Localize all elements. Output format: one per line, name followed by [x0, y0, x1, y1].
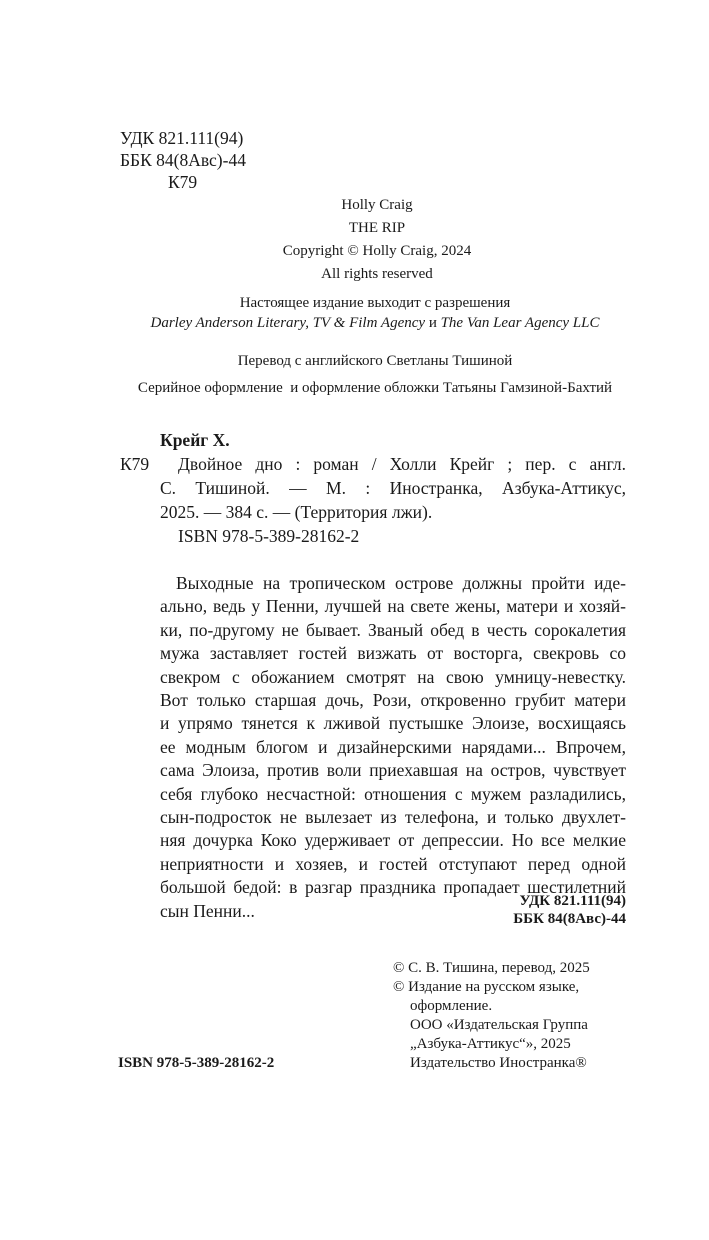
- annotation-line: няя дочурка Коко удерживает от депрессии. Но все мелкие: [160, 830, 626, 851]
- bib-line: Двойное дно : роман / Холли Крейг ; пер. с англ.: [178, 454, 626, 474]
- annotation-line: сама Элоиза, против воли приехавшая на остров, чувствует: [160, 760, 626, 781]
- footer-bbk: ББК 84(8Авс)-44: [513, 911, 626, 927]
- annotation-line: мужа заставляет гостей визжать от восторга, свекровь со: [160, 643, 626, 664]
- copyright-line: ООО «Издательская Группа: [410, 1017, 588, 1033]
- annotation-line: сын Пенни...: [160, 900, 255, 921]
- bbk-code: ББК 84(8Авс)-44: [120, 150, 246, 170]
- annotation-line: Вот только старшая дочь, Рози, откровенно грубит матери: [160, 690, 626, 710]
- bib-heading: Крейг Х.: [160, 430, 230, 450]
- annotation-line: ально, ведь у Пенни, лучшей на свете жены, матери и хозяй-: [160, 596, 626, 617]
- rights-reserved: All rights reserved: [321, 266, 433, 282]
- annotation-line: большой бедой: в разгар праздника пропадает шестилетний: [160, 877, 626, 898]
- footer-isbn: ISBN 978-5-389-28162-2: [118, 1055, 275, 1071]
- author-mark: К79: [168, 172, 198, 192]
- copyright-line: © Издание на русском языке,: [393, 979, 580, 995]
- annotation-line: и упрямо тянется к лживой пустышке Элоизе, восхищаясь: [160, 713, 626, 734]
- annotation-line: ее модным блогом и дизайнерскими нарядами... Впрочем,: [160, 736, 626, 757]
- bib-line: С. Тишиной. — М. : Иностранка, Азбука-Аттикус,: [160, 478, 626, 498]
- annotation-line: сын-подросток не вылезает из телефона, и только двухлет-: [160, 807, 626, 827]
- original-title: THE RIP: [348, 220, 406, 236]
- conjunction: и: [425, 315, 441, 331]
- translator-credit: Перевод с английского Светланы Тишиной: [237, 353, 513, 369]
- agency-1: Darley Anderson Literary, TV & Film Agency: [150, 315, 426, 331]
- permission-line: Настоящее издание выходит с разрешения: [239, 295, 511, 311]
- agency-2: The Van Lear Agency LLC: [440, 315, 600, 331]
- permission-agencies: [120, 313, 630, 333]
- annotation-line: ки, по-другому не бывает. Званый обед в честь сорокалетия: [160, 619, 626, 640]
- copyright-line: „Азбука-Аттикус“», 2025: [410, 1036, 571, 1052]
- annotation-line: свекром с обожанием смотрят на свою умницу-невестку.: [160, 666, 626, 687]
- copyright-line: © С. В. Тишина, перевод, 2025: [393, 960, 590, 976]
- copyright-line: Издательство Иностранка®: [410, 1055, 587, 1071]
- footer-udk: УДК 821.111(94): [519, 893, 626, 909]
- bib-line: 2025. — 384 с. — (Территория лжи).: [160, 502, 433, 522]
- copyright-line: оформление.: [410, 998, 493, 1014]
- bib-mark: К79: [120, 454, 150, 474]
- original-copyright: Copyright © Holly Craig, 2024: [282, 243, 472, 259]
- udk-code: УДК 821.111(94): [120, 128, 244, 148]
- bib-isbn: ISBN 978-5-389-28162-2: [178, 526, 360, 546]
- annotation-line: себя глубоко несчастной: отношения с мужем разладились,: [160, 783, 626, 804]
- annotation-line: неприятности и хозяев, и гостей отступают перед одной: [160, 853, 626, 874]
- design-credit: Серийное оформление и оформление обложки Татьяны Гамзиной-Бахтий: [137, 380, 613, 396]
- original-author: Holly Craig: [341, 197, 413, 213]
- annotation-line: Выходные на тропическом острове должны пройти иде-: [176, 573, 626, 593]
